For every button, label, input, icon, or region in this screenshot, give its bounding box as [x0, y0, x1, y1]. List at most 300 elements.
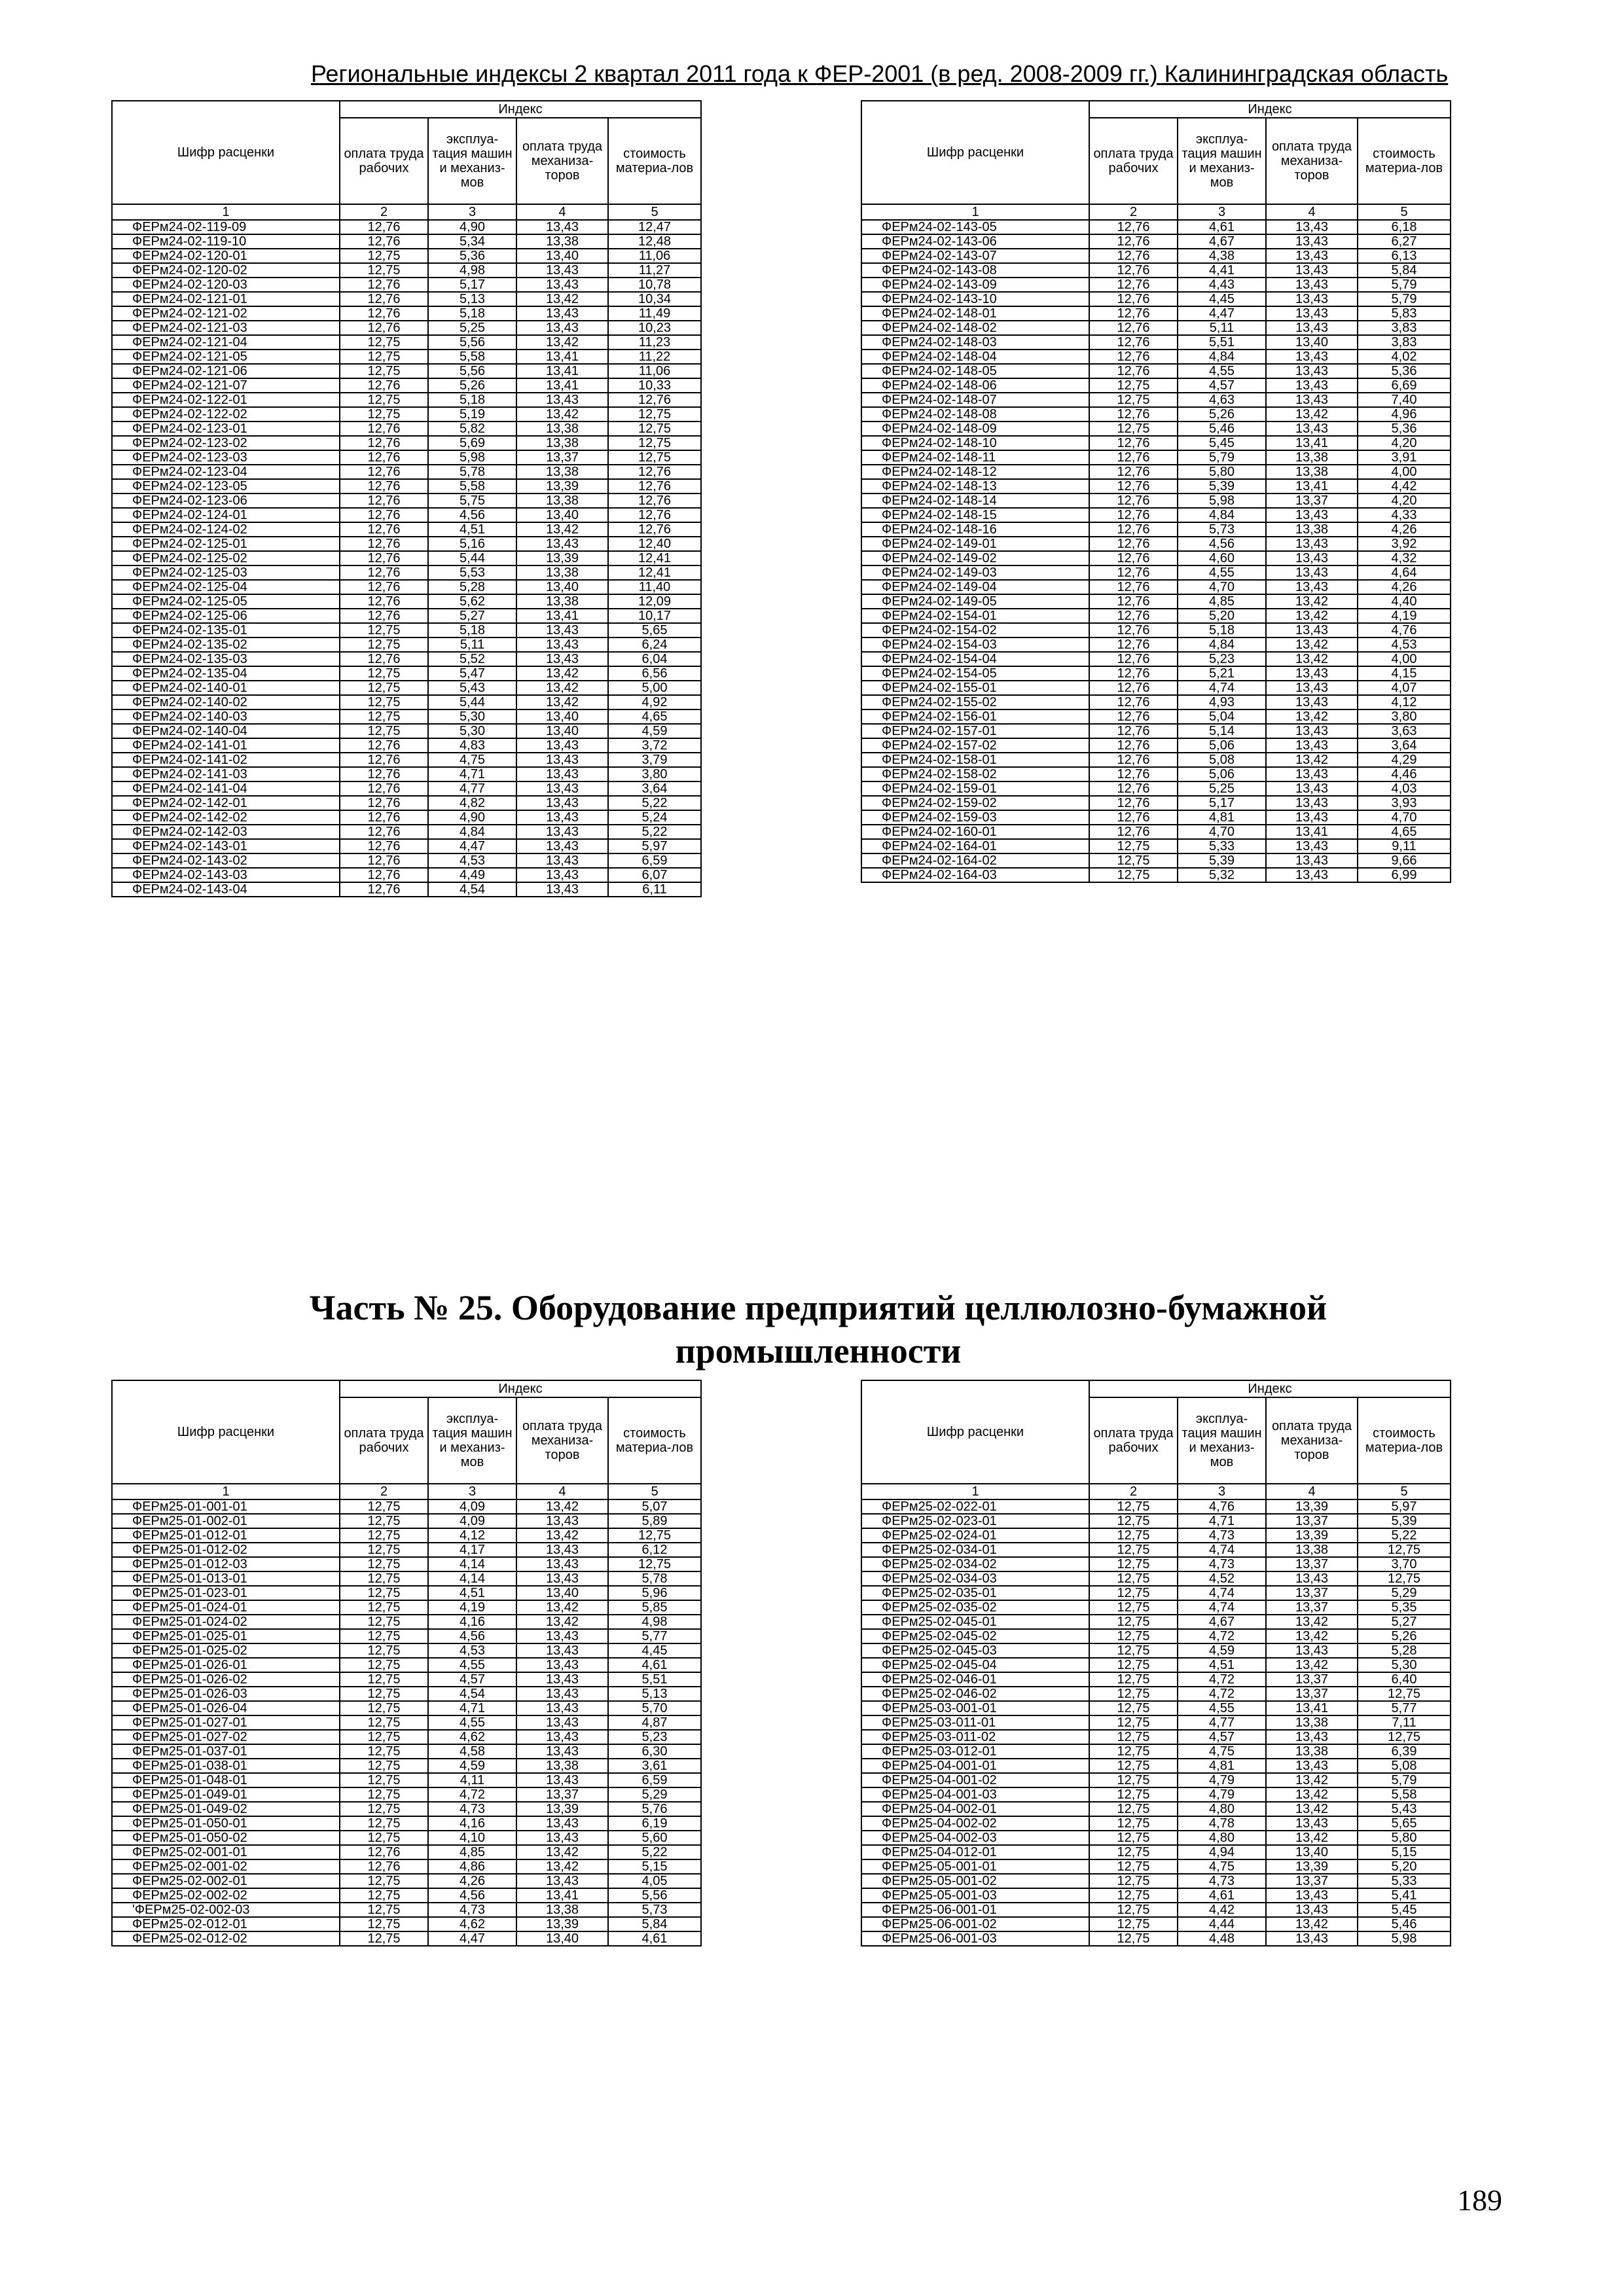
index-value-cell: 5,32 [1178, 868, 1266, 882]
index-value-cell: 5,28 [428, 580, 516, 594]
index-value-cell: 12,76 [1089, 450, 1178, 465]
table-row [112, 1744, 701, 1759]
index-value-cell: 12,75 [608, 1557, 701, 1571]
index-value-cell: 13,42 [516, 1499, 608, 1514]
index-value-cell: 13,43 [516, 393, 608, 407]
index-value-cell: 12,09 [608, 594, 701, 609]
index-value-cell: 12,76 [608, 522, 701, 537]
header-column-number: 1 [861, 204, 1089, 220]
index-value-cell: 13,37 [1266, 1586, 1358, 1600]
index-value-cell: 12,76 [1089, 234, 1178, 249]
index-value-cell: 12,76 [340, 565, 428, 580]
rate-code-cell: ФЕРм25-02-046-02 [861, 1687, 1089, 1701]
index-value-cell: 5,85 [608, 1600, 701, 1615]
index-value-cell: 12,76 [1089, 565, 1178, 580]
table-row [112, 825, 701, 839]
index-value-cell: 12,40 [608, 537, 701, 551]
index-value-cell: 4,44 [1178, 1917, 1266, 1931]
table-row [861, 249, 1451, 263]
rate-code-cell: ФЕРм25-02-045-04 [861, 1658, 1089, 1672]
index-value-cell: 4,20 [1358, 436, 1451, 450]
index-value-cell: 13,39 [516, 1802, 608, 1816]
index-value-cell: 13,42 [516, 1859, 608, 1874]
index-value-cell: 13,43 [1266, 537, 1358, 551]
index-value-cell: 4,14 [428, 1571, 516, 1586]
index-value-cell: 12,75 [340, 709, 428, 724]
index-value-cell: 5,22 [608, 1845, 701, 1859]
index-value-cell: 12,76 [608, 393, 701, 407]
index-value-cell: 12,76 [1089, 709, 1178, 724]
index-value-cell: 4,87 [608, 1715, 701, 1730]
index-value-cell: 4,92 [608, 695, 701, 709]
index-value-cell: 5,20 [1358, 1859, 1451, 1874]
rate-code-cell: ФЕРм24-02-148-08 [861, 407, 1089, 422]
index-value-cell: 5,27 [1358, 1615, 1451, 1629]
index-table-part24-right [861, 100, 1451, 883]
index-value-cell: 13,43 [516, 796, 608, 810]
table-row [861, 393, 1451, 407]
index-value-cell: 4,54 [428, 1687, 516, 1701]
rate-code-cell: ФЕРм25-01-026-02 [112, 1672, 340, 1687]
index-value-cell: 12,76 [340, 781, 428, 796]
index-value-cell: 12,76 [340, 479, 428, 493]
rate-code-cell: ФЕРм24-02-142-02 [112, 810, 340, 825]
index-value-cell: 4,33 [1358, 508, 1451, 522]
index-value-cell: 5,19 [428, 407, 516, 422]
rate-code-cell: ФЕРм25-05-001-02 [861, 1874, 1089, 1888]
index-value-cell: 13,37 [1266, 1514, 1358, 1528]
index-value-cell: 13,43 [516, 1571, 608, 1586]
index-value-cell: 13,42 [1266, 1629, 1358, 1643]
index-value-cell: 12,75 [1089, 1643, 1178, 1658]
index-value-cell: 4,75 [1178, 1859, 1266, 1874]
index-value-cell: 13,40 [516, 1931, 608, 1946]
rate-code-cell: ФЕРм24-02-148-12 [861, 465, 1089, 479]
rate-code-cell: ФЕРм24-02-148-02 [861, 321, 1089, 335]
index-value-cell: 6,19 [608, 1816, 701, 1831]
index-table-part25-left [111, 1380, 702, 1946]
index-value-cell: 12,76 [1089, 695, 1178, 709]
index-value-cell: 13,43 [1266, 551, 1358, 565]
index-value-cell: 13,40 [516, 249, 608, 263]
index-value-cell: 13,39 [1266, 1859, 1358, 1874]
rate-code-cell: ФЕРм24-02-149-04 [861, 580, 1089, 594]
index-value-cell: 4,26 [1358, 580, 1451, 594]
index-value-cell: 12,76 [1089, 465, 1178, 479]
table-row [861, 580, 1451, 594]
table-row [861, 1586, 1451, 1600]
rate-code-cell: ФЕРм25-04-001-03 [861, 1787, 1089, 1802]
table-row [112, 681, 701, 695]
index-value-cell: 13,42 [1266, 1917, 1358, 1931]
index-value-cell: 12,75 [340, 1701, 428, 1715]
header-labor: оплата труда рабочих [340, 118, 428, 204]
table-row [112, 738, 701, 753]
index-value-cell: 13,43 [516, 652, 608, 666]
index-value-cell: 4,51 [428, 1586, 516, 1600]
index-value-cell: 11,06 [608, 364, 701, 378]
header-column-number: 4 [516, 1484, 608, 1499]
index-value-cell: 12,76 [1089, 551, 1178, 565]
index-value-cell: 4,93 [1178, 695, 1266, 709]
index-value-cell: 4,41 [1178, 263, 1266, 278]
index-value-cell: 13,43 [1266, 1759, 1358, 1773]
rate-code-cell: ФЕРм24-02-121-02 [112, 306, 340, 321]
index-value-cell: 12,75 [1089, 1528, 1178, 1543]
index-value-cell: 13,41 [1266, 825, 1358, 839]
index-value-cell: 12,75 [340, 1528, 428, 1543]
index-value-cell: 3,70 [1358, 1557, 1451, 1571]
index-value-cell: 4,73 [1178, 1557, 1266, 1571]
index-value-cell: 5,76 [608, 1802, 701, 1816]
index-value-cell: 13,43 [516, 306, 608, 321]
rate-code-cell: ФЕРм25-03-012-01 [861, 1744, 1089, 1759]
index-value-cell: 4,00 [1358, 465, 1451, 479]
rate-code-cell: ФЕРм24-02-141-03 [112, 767, 340, 781]
index-value-cell: 12,75 [608, 1528, 701, 1543]
index-value-cell: 12,76 [1089, 249, 1178, 263]
index-value-cell: 12,75 [340, 1514, 428, 1528]
header-code: Шифр расценки [112, 1380, 340, 1484]
rate-code-cell: ФЕРм24-02-143-10 [861, 292, 1089, 306]
index-value-cell: 12,75 [340, 1571, 428, 1586]
table-row [112, 249, 701, 263]
index-value-cell: 13,42 [1266, 1802, 1358, 1816]
index-value-cell: 12,76 [1089, 537, 1178, 551]
index-value-cell: 4,29 [1358, 753, 1451, 767]
index-value-cell: 13,43 [1266, 868, 1358, 882]
index-value-cell: 13,37 [1266, 1672, 1358, 1687]
index-value-cell: 5,98 [1178, 493, 1266, 508]
index-value-cell: 5,23 [608, 1730, 701, 1744]
index-value-cell: 4,19 [428, 1600, 516, 1615]
table-row [112, 1859, 701, 1874]
rate-code-cell: ФЕРм24-02-164-03 [861, 868, 1089, 882]
rate-code-cell: ФЕРм25-01-013-01 [112, 1571, 340, 1586]
index-value-cell: 6,39 [1358, 1744, 1451, 1759]
table-row [112, 508, 701, 522]
index-value-cell: 5,30 [1358, 1658, 1451, 1672]
table-row [112, 493, 701, 508]
index-value-cell: 5,97 [1358, 1499, 1451, 1514]
index-value-cell: 4,81 [1178, 1759, 1266, 1773]
index-value-cell: 5,25 [428, 321, 516, 335]
index-value-cell: 9,11 [1358, 839, 1451, 853]
index-value-cell: 4,42 [1358, 479, 1451, 493]
index-value-cell: 4,61 [608, 1931, 701, 1946]
table-row [112, 637, 701, 652]
table-row [861, 1643, 1451, 1658]
index-value-cell: 12,48 [608, 234, 701, 249]
index-value-cell: 12,76 [1089, 436, 1178, 450]
table-row [861, 1931, 1451, 1946]
index-value-cell: 6,11 [608, 882, 701, 897]
index-value-cell: 5,26 [1358, 1629, 1451, 1643]
index-value-cell: 13,39 [1266, 1528, 1358, 1543]
rate-code-cell: ФЕРм25-01-026-04 [112, 1701, 340, 1715]
header-operators: оплата труда механиза-торов [1266, 1397, 1358, 1484]
index-value-cell: 5,13 [608, 1687, 701, 1701]
index-value-cell: 4,58 [428, 1744, 516, 1759]
index-value-cell: 3,92 [1358, 537, 1451, 551]
rate-code-cell: ФЕРм25-02-001-02 [112, 1859, 340, 1874]
index-value-cell: 13,42 [516, 681, 608, 695]
table-row [112, 1687, 701, 1701]
rate-code-cell: ФЕРм25-06-001-03 [861, 1931, 1089, 1946]
index-value-cell: 13,38 [516, 1903, 608, 1917]
index-value-cell: 4,76 [1178, 1499, 1266, 1514]
index-value-cell: 11,06 [608, 249, 701, 263]
index-value-cell: 13,41 [1266, 436, 1358, 450]
rate-code-cell: ФЕРм24-02-155-01 [861, 681, 1089, 695]
index-value-cell: 12,76 [1089, 781, 1178, 796]
header-materials: стоимость материа-лов [608, 118, 701, 204]
index-value-cell: 4,78 [1178, 1816, 1266, 1831]
rate-code-cell: ФЕРм25-02-001-01 [112, 1845, 340, 1859]
page-header-title: Региональные индексы 2 квартал 2011 года к ФЕР-2001 (в ред. 2008-2009 гг.) Калининградская область [311, 60, 1449, 87]
index-value-cell: 5,41 [1358, 1888, 1451, 1903]
table-row [112, 393, 701, 407]
index-value-cell: 13,41 [516, 378, 608, 393]
index-value-cell: 5,98 [428, 450, 516, 465]
index-value-cell: 13,43 [516, 637, 608, 652]
index-value-cell: 12,75 [1089, 1773, 1178, 1787]
index-value-cell: 12,76 [340, 278, 428, 292]
index-value-cell: 12,75 [340, 724, 428, 738]
index-value-cell: 3,64 [1358, 738, 1451, 753]
index-value-cell: 5,17 [428, 278, 516, 292]
index-value-cell: 12,75 [1089, 1687, 1178, 1701]
index-value-cell: 12,75 [1089, 1543, 1178, 1557]
table-row [861, 839, 1451, 853]
rate-code-cell: ФЕРм24-02-148-11 [861, 450, 1089, 465]
index-value-cell: 5,46 [1358, 1917, 1451, 1931]
rate-code-cell: ФЕРм24-02-143-07 [861, 249, 1089, 263]
index-value-cell: 4,26 [1358, 522, 1451, 537]
index-value-cell: 5,26 [1178, 407, 1266, 422]
index-value-cell: 5,36 [1358, 364, 1451, 378]
index-value-cell: 4,16 [428, 1615, 516, 1629]
index-value-cell: 12,76 [608, 465, 701, 479]
index-value-cell: 13,42 [1266, 1658, 1358, 1672]
index-value-cell: 12,76 [1089, 609, 1178, 623]
index-value-cell: 7,11 [1358, 1715, 1451, 1730]
rate-code-cell: ФЕРм24-02-121-04 [112, 335, 340, 350]
index-value-cell: 5,83 [1358, 306, 1451, 321]
index-value-cell: 12,76 [1089, 637, 1178, 652]
table-row [112, 810, 701, 825]
rate-code-cell: ФЕРм24-02-143-03 [112, 868, 340, 882]
index-value-cell: 13,43 [516, 1687, 608, 1701]
index-value-cell: 12,75 [1089, 422, 1178, 436]
index-value-cell: 5,17 [1178, 796, 1266, 810]
header-index-group: Индекс [340, 101, 701, 118]
index-value-cell: 4,74 [1178, 1600, 1266, 1615]
rate-code-cell: ФЕРм25-02-022-01 [861, 1499, 1089, 1514]
index-value-cell: 12,76 [1089, 724, 1178, 738]
table-row [112, 1586, 701, 1600]
index-value-cell: 12,75 [1089, 1557, 1178, 1571]
header-code: Шифр расценки [861, 1380, 1089, 1484]
index-value-cell: 5,65 [1358, 1816, 1451, 1831]
index-value-cell: 13,38 [516, 1759, 608, 1773]
index-value-cell: 5,29 [1358, 1586, 1451, 1600]
index-value-cell: 3,63 [1358, 724, 1451, 738]
index-value-cell: 13,40 [1266, 335, 1358, 350]
rate-code-cell: ФЕРм25-02-002-01 [112, 1874, 340, 1888]
index-value-cell: 3,79 [608, 753, 701, 767]
index-value-cell: 12,76 [340, 321, 428, 335]
index-value-cell: 4,56 [1178, 537, 1266, 551]
index-value-cell: 13,43 [516, 1831, 608, 1845]
rate-code-cell: ФЕРм24-02-143-09 [861, 278, 1089, 292]
index-value-cell: 13,43 [516, 537, 608, 551]
index-value-cell: 5,39 [1178, 479, 1266, 493]
index-value-cell: 6,40 [1358, 1672, 1451, 1687]
rate-code-cell: ФЕРм24-02-123-06 [112, 493, 340, 508]
header-column-number: 5 [1358, 1484, 1451, 1499]
rate-code-cell: ФЕРм25-01-012-01 [112, 1528, 340, 1543]
table-row [112, 1557, 701, 1571]
index-value-cell: 13,43 [1266, 1903, 1358, 1917]
index-value-cell: 13,43 [1266, 623, 1358, 637]
rate-code-cell: ФЕРм24-02-148-13 [861, 479, 1089, 493]
table-row [861, 695, 1451, 709]
index-value-cell: 5,33 [1178, 839, 1266, 853]
index-value-cell: 13,41 [1266, 1701, 1358, 1715]
index-value-cell: 12,76 [1089, 767, 1178, 781]
index-value-cell: 13,43 [516, 767, 608, 781]
index-value-cell: 4,80 [1178, 1831, 1266, 1845]
index-value-cell: 5,07 [608, 1499, 701, 1514]
index-value-cell: 11,27 [608, 263, 701, 278]
rate-code-cell: ФЕРм25-01-024-02 [112, 1615, 340, 1629]
index-value-cell: 4,70 [1358, 810, 1451, 825]
index-value-cell: 5,60 [608, 1831, 701, 1845]
index-value-cell: 5,30 [428, 709, 516, 724]
index-value-cell: 13,42 [516, 522, 608, 537]
table-row [112, 1528, 701, 1543]
index-value-cell: 12,76 [1089, 350, 1178, 364]
table-row [861, 681, 1451, 695]
rate-code-cell: ФЕРм24-02-141-02 [112, 753, 340, 767]
rate-code-cell: ФЕРм24-02-154-01 [861, 609, 1089, 623]
index-value-cell: 5,45 [1178, 436, 1266, 450]
index-value-cell: 4,20 [1358, 493, 1451, 508]
index-value-cell: 4,17 [428, 1543, 516, 1557]
rate-code-cell: ФЕРм25-04-012-01 [861, 1845, 1089, 1859]
index-value-cell: 10,34 [608, 292, 701, 306]
rate-code-cell: ФЕРм25-02-034-02 [861, 1557, 1089, 1571]
index-value-cell: 12,76 [1089, 738, 1178, 753]
index-value-cell: 4,96 [1358, 407, 1451, 422]
index-value-cell: 4,53 [1358, 637, 1451, 652]
rate-code-cell: ФЕРм24-02-154-02 [861, 623, 1089, 637]
index-value-cell: 12,76 [1089, 580, 1178, 594]
rate-code-cell: ФЕРм24-02-140-04 [112, 724, 340, 738]
index-value-cell: 4,63 [1178, 393, 1266, 407]
index-value-cell: 12,75 [340, 1643, 428, 1658]
index-value-cell: 12,76 [340, 306, 428, 321]
table-row [112, 1787, 701, 1802]
index-value-cell: 6,04 [608, 652, 701, 666]
table-row [112, 580, 701, 594]
table-row [861, 1658, 1451, 1672]
index-value-cell: 12,75 [1089, 1802, 1178, 1816]
rate-code-cell: ФЕРм25-04-002-01 [861, 1802, 1089, 1816]
index-value-cell: 12,75 [1089, 1888, 1178, 1903]
index-value-cell: 12,76 [340, 493, 428, 508]
table-row [112, 479, 701, 493]
table-row [861, 321, 1451, 335]
rate-code-cell: ФЕРм24-02-148-03 [861, 335, 1089, 350]
index-value-cell: 12,75 [340, 1730, 428, 1744]
index-value-cell: 4,12 [1358, 695, 1451, 709]
table-row [861, 1845, 1451, 1859]
index-value-cell: 13,43 [516, 1514, 608, 1528]
index-value-cell: 4,59 [1178, 1643, 1266, 1658]
index-value-cell: 13,38 [516, 436, 608, 450]
header-operators: оплата труда механиза-торов [516, 1397, 608, 1484]
index-value-cell: 13,42 [1266, 637, 1358, 652]
index-value-cell: 12,75 [340, 1715, 428, 1730]
index-value-cell: 4,55 [1178, 565, 1266, 580]
index-value-cell: 4,77 [1178, 1715, 1266, 1730]
index-value-cell: 5,11 [428, 637, 516, 652]
rate-code-cell: ФЕРм24-02-149-01 [861, 537, 1089, 551]
rate-code-cell: ФЕРм24-02-148-16 [861, 522, 1089, 537]
index-value-cell: 4,84 [1178, 508, 1266, 522]
rate-code-cell: ФЕРм25-02-034-01 [861, 1543, 1089, 1557]
index-value-cell: 13,43 [516, 1816, 608, 1831]
table-row [112, 1874, 701, 1888]
index-value-cell: 4,85 [1178, 594, 1266, 609]
index-value-cell: 12,75 [1089, 1571, 1178, 1586]
index-value-cell: 12,75 [1089, 1787, 1178, 1802]
header-column-number: 1 [861, 1484, 1089, 1499]
index-value-cell: 4,84 [428, 825, 516, 839]
index-value-cell: 12,75 [1089, 1845, 1178, 1859]
table-row [112, 1715, 701, 1730]
rate-code-cell: ФЕРм25-05-001-03 [861, 1888, 1089, 1903]
index-value-cell: 4,56 [428, 1629, 516, 1643]
index-value-cell: 12,76 [608, 479, 701, 493]
index-value-cell: 13,43 [516, 810, 608, 825]
rate-code-cell: ФЕРм24-02-149-05 [861, 594, 1089, 609]
rate-code-cell: ФЕРм25-03-001-01 [861, 1701, 1089, 1715]
index-value-cell: 13,43 [1266, 839, 1358, 853]
index-value-cell: 12,75 [340, 249, 428, 263]
index-value-cell: 13,43 [1266, 565, 1358, 580]
index-value-cell: 12,75 [340, 1831, 428, 1845]
table-row [112, 350, 701, 364]
index-value-cell: 4,47 [428, 839, 516, 853]
index-value-cell: 13,43 [1266, 767, 1358, 781]
part-25-title: Часть № 25. Оборудование предприятий целлюлозно-бумажной промышленности [309, 1288, 1327, 1371]
index-value-cell: 13,43 [516, 853, 608, 868]
index-value-cell: 5,44 [428, 695, 516, 709]
index-value-cell: 13,42 [1266, 1615, 1358, 1629]
table-row [861, 1831, 1451, 1845]
table-row [861, 810, 1451, 825]
index-value-cell: 5,26 [428, 378, 516, 393]
index-value-cell: 4,32 [1358, 551, 1451, 565]
index-value-cell: 13,37 [1266, 1557, 1358, 1571]
rate-code-cell: ФЕРм25-03-011-02 [861, 1730, 1089, 1744]
index-value-cell: 4,52 [1178, 1571, 1266, 1586]
rate-code-cell: ФЕРм24-02-140-02 [112, 695, 340, 709]
rate-code-cell: ФЕРм25-05-001-01 [861, 1859, 1089, 1874]
